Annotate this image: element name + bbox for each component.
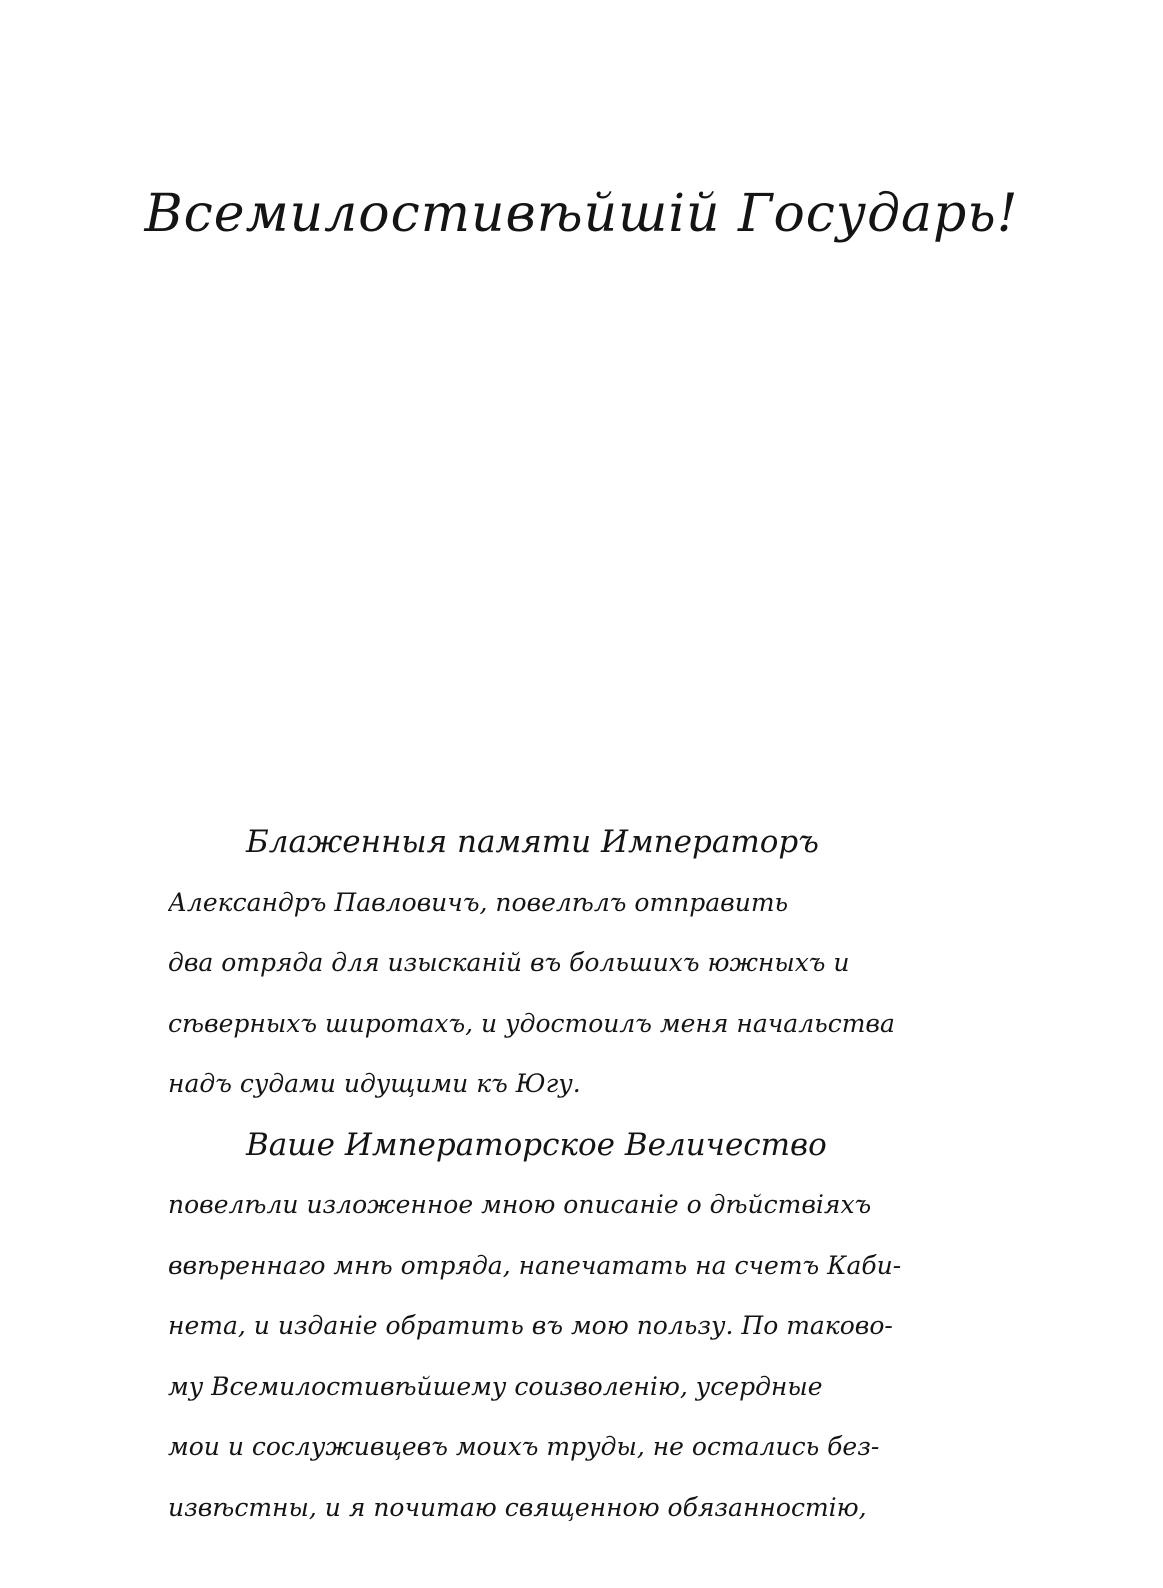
text-line: мои и сослуживцевъ моихъ труды, не остались без- [168, 1432, 880, 1461]
letter-body [168, 812, 1068, 1538]
text-line: два отряда для изысканій въ большихъ южныхъ и [168, 948, 850, 977]
text-line: Ваше Императорское Величество [246, 1126, 827, 1163]
text-line: повелѣли изложенное мною описаніе о дѣйствіяхъ [168, 1190, 872, 1219]
text-line: надъ судами идущими къ Югу. [168, 1069, 581, 1098]
salutation-heading: Всемилостивѣйшій Государь! [144, 184, 1019, 244]
text-line: Блаженныя памяти Императоръ [246, 824, 819, 860]
text-line: Александръ Павловичъ, повелѣлъ отправить [168, 887, 789, 917]
text-line: извѣстны, и я почитаю священною обязанностію, [168, 1492, 867, 1522]
text-line: нета, и изданіе обратить въ мою пользу. По таково- [168, 1311, 893, 1340]
text-line: му Всемилостивѣйшему соизволенію, усердные [168, 1371, 823, 1401]
text-line: ввѣреннаго мнѣ отряда, напечатать на счетъ Каби- [168, 1250, 902, 1280]
text-line: сѣверныхъ широтахъ, и удостоилъ меня начальства [168, 1008, 895, 1038]
